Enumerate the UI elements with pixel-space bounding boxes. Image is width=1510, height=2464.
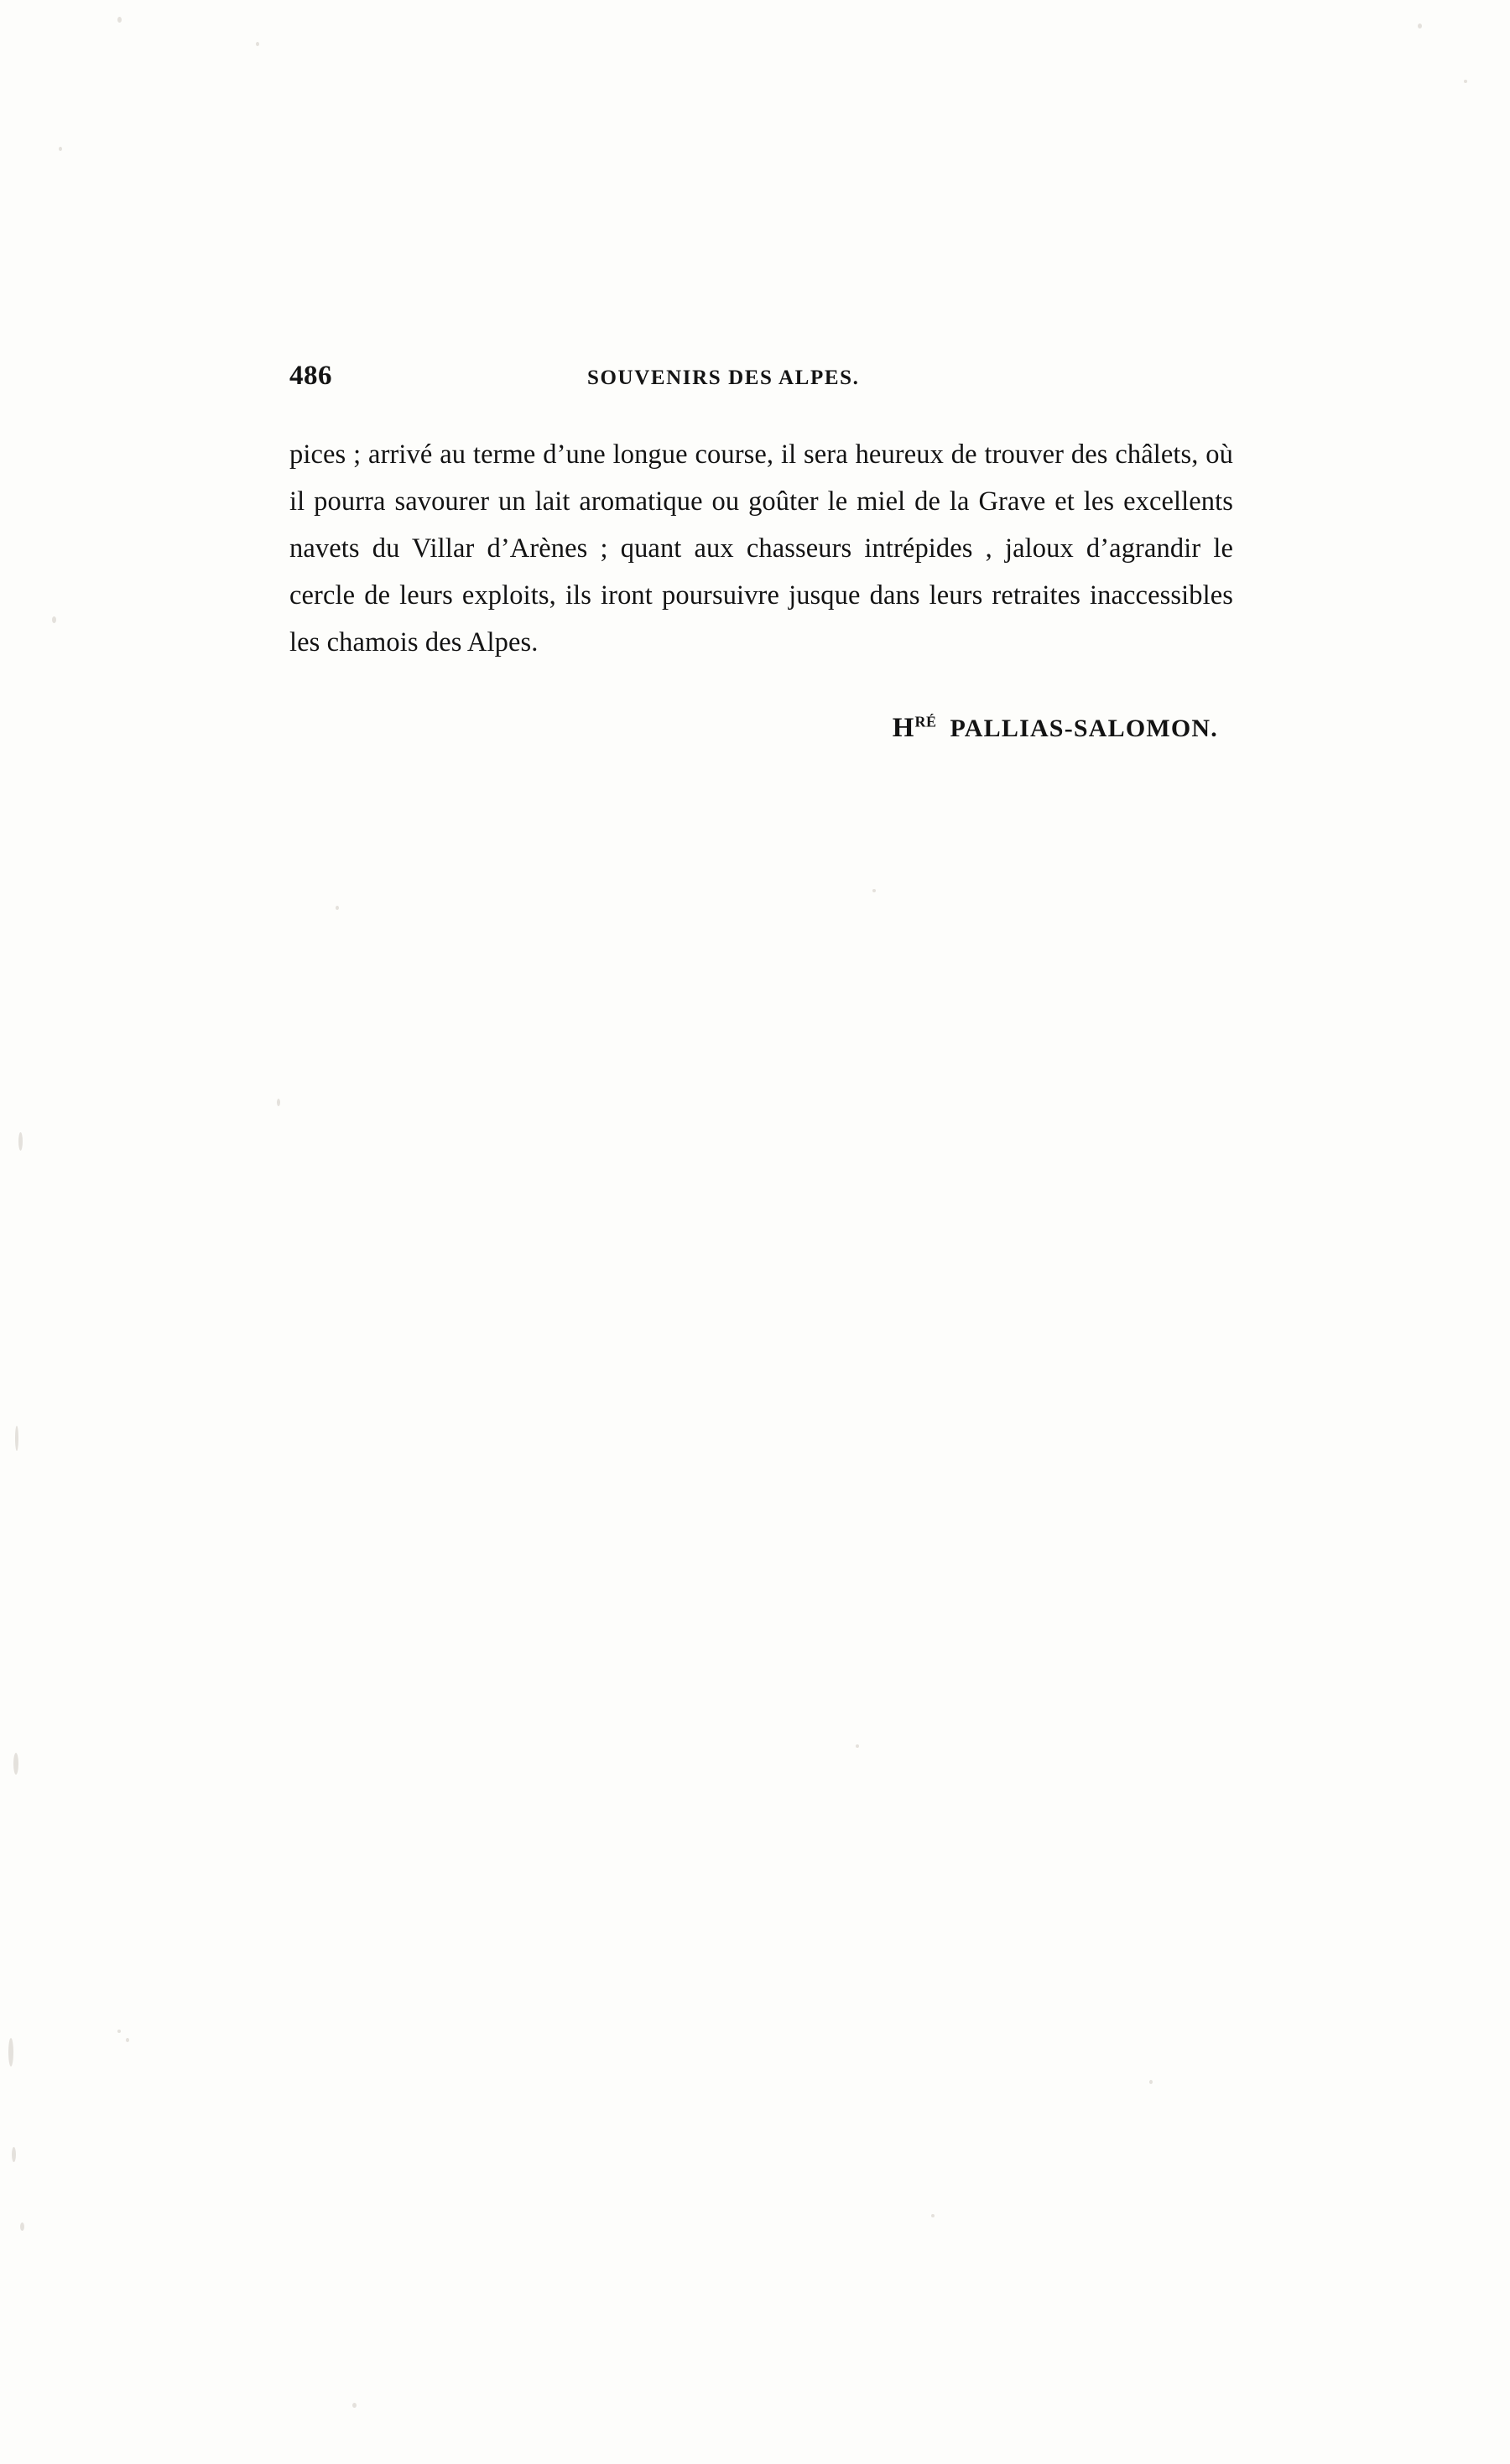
signature-initial: H [892,713,915,743]
page-content [289,361,1233,744]
signature-superscript: RÉ [914,713,937,730]
author-signature [289,713,1233,744]
paragraph-text: pices ; arrivé au terme d’une longue course, il sera heureux de trouver des châlets, où il pourra savourer un lait aromatique ou goûter le miel de la Grave et les excellents navets du Villar d’Arènes ; quant aux chasseurs intrépides , jaloux d’agrandir le cercle de leurs exploits, ils iront poursuivre jusque dans leurs retraites inaccessibles les chamois des Alpes. [289,439,1233,658]
page-number: 486 [289,361,332,391]
signature-surname: PALLIAS-SALOMON. [950,715,1218,742]
page-header [289,361,1233,399]
body-paragraph [289,431,1233,666]
running-head: SOUVENIRS DES ALPES. [587,366,860,389]
